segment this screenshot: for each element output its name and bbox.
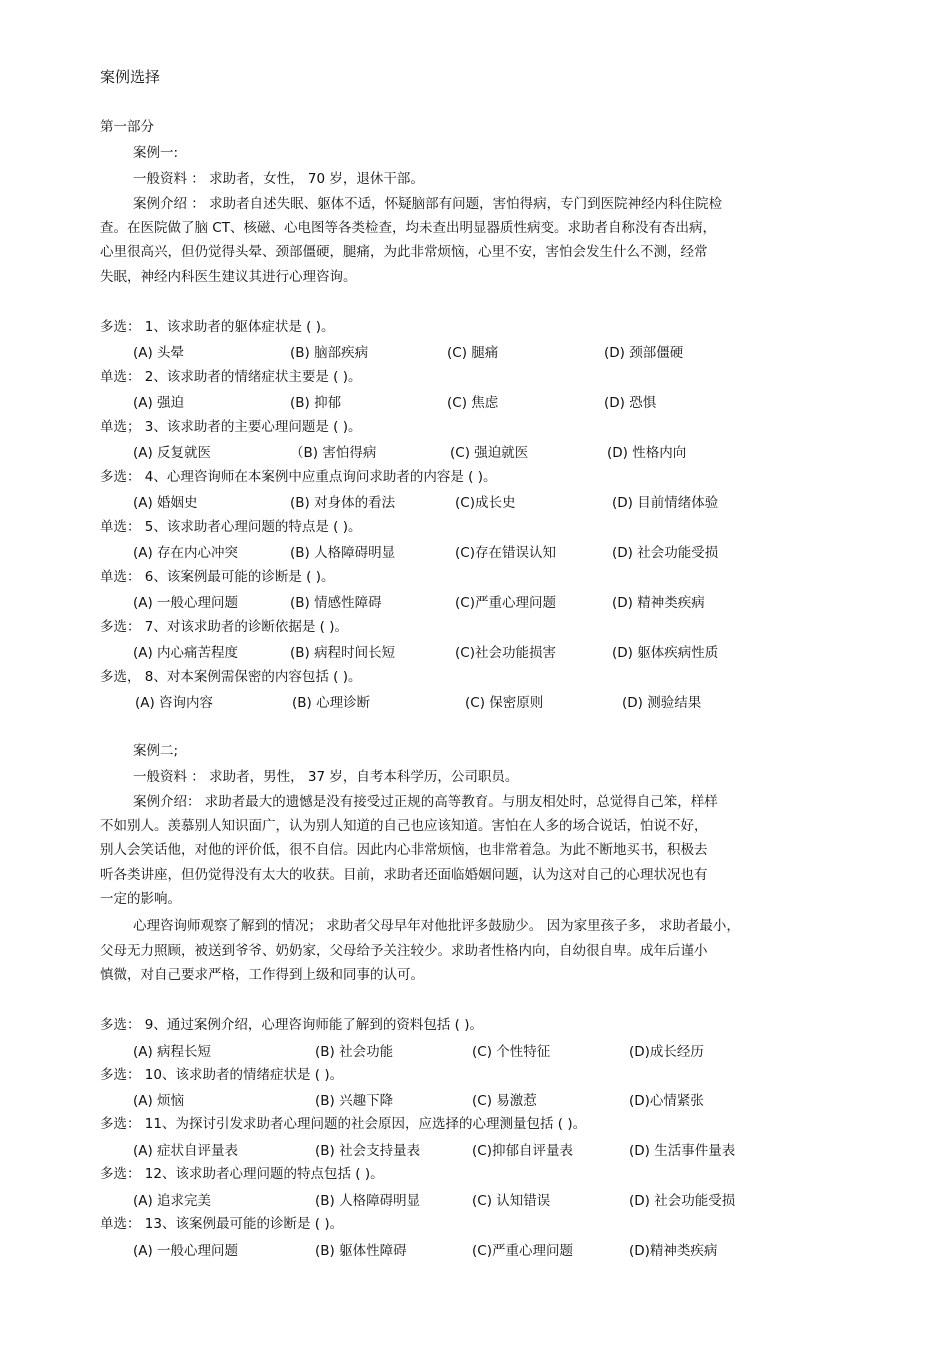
option-d: (D) 生活事件量表 [629, 1143, 736, 1159]
option-a: (A) 一般心理问题 [133, 595, 239, 611]
option-c: (C)严重心理问题 [455, 595, 556, 611]
question-9: 多选： 9、通过案例介绍，心理咨询师能了解到的资料包括 ( )。 [100, 1017, 483, 1033]
option-d: (D) 躯体疾病性质 [612, 645, 719, 661]
case2-intro-line: 一定的影响。 [100, 891, 181, 907]
option-c: (C) 保密原则 [465, 695, 544, 711]
option-d: (D) 社会功能受损 [612, 545, 719, 561]
case2-intro-line: 听各类讲座，但仍觉得没有太大的收获。目前，求助者还面临婚姻问题，认为这对自己的心理状况也有 [100, 867, 708, 883]
case2-intro-line: 案例介绍： 求助者最大的遗憾是没有接受过正规的高等教育。与朋友相处时，总觉得自己笨，样样 [133, 794, 718, 810]
question-12: 多选： 12、该求助者心理问题的特点包括 ( )。 [100, 1166, 384, 1182]
question-10: 多选： 10、该求助者的情绪症状是 ( )。 [100, 1067, 344, 1083]
option-a: (A) 症状自评量表 [133, 1143, 239, 1159]
option-c: (C) 认知错误 [472, 1193, 551, 1209]
option-a: (A) 病程长短 [133, 1044, 212, 1060]
option-b: (B) 情感性障碍 [290, 595, 382, 611]
option-b: (B) 人格障碍明显 [290, 545, 396, 561]
option-c: (C) 焦虑 [447, 395, 499, 411]
case1-general: 一般资料 ： 求助者，女性， 70 岁，退休干部。 [133, 171, 424, 187]
option-c: (C)社会功能损害 [455, 645, 556, 661]
option-d: (D)心情紧张 [629, 1093, 704, 1109]
case2-intro-line: 不如别人。羡慕别人知识面广，认为别人知道的自己也应该知道。害怕在人多的场合说话，怕说不好， [100, 818, 708, 834]
question-6: 单选： 6、该案例最可能的诊断是 ( )。 [100, 569, 335, 585]
option-d: (D) 社会功能受损 [629, 1193, 736, 1209]
question-1: 多选： 1、该求助者的躯体症状是 ( )。 [100, 319, 335, 335]
case1-heading: 案例一: [133, 145, 179, 161]
case1-intro-line: 心里很高兴，但仍觉得头晕、颈部僵硬，腿痛，为此非常烦恼，心里不安，害怕会发生什么不测，经常 [100, 244, 708, 260]
option-d: (D)成长经历 [629, 1044, 704, 1060]
option-b: (B) 抑郁 [290, 395, 342, 411]
option-d: (D) 测验结果 [622, 695, 702, 711]
option-a: (A) 追求完美 [133, 1193, 212, 1209]
question-5: 单选： 5、该求助者心理问题的特点是 ( )。 [100, 519, 362, 535]
option-c: (C)存在错误认知 [455, 545, 556, 561]
option-d: (D) 精神类疾病 [612, 595, 705, 611]
option-c: (C) 强迫就医 [450, 445, 529, 461]
document-title: 案例选择 [100, 68, 161, 86]
option-b: (B) 脑部疾病 [290, 345, 369, 361]
question-13: 单选： 13、该案例最可能的诊断是 ( )。 [100, 1216, 344, 1232]
case2-general: 一般资料 ： 求助者，男性， 37 岁，自考本科学历，公司职员。 [133, 769, 519, 785]
option-a: (A) 一般心理问题 [133, 1243, 239, 1259]
option-a: (A) 内心痛苦程度 [133, 645, 239, 661]
option-a: (A) 烦恼 [133, 1093, 185, 1109]
option-a: (A) 强迫 [133, 395, 185, 411]
question-7: 多选： 7、对该求助者的诊断依据是 ( )。 [100, 619, 348, 635]
option-b: (B) 病程时间长短 [290, 645, 396, 661]
option-c: (C) 个性特征 [472, 1044, 551, 1060]
case2-observe-line: 心理咨询师观察了解到的情况； 求助者父母早年对他批评多鼓励少。 因为家里孩子多， 求助者最小， [133, 918, 740, 934]
case1-intro-line: 查。在医院做了脑 CT、核磁、心电图等各类检查，均未查出明显器质性病变。求助者自称没有杏出病， [100, 220, 716, 236]
option-c: (C) 易激惹 [472, 1093, 537, 1109]
option-c: (C)成长史 [455, 495, 516, 511]
option-d: (D) 恐惧 [604, 395, 657, 411]
option-a: (A) 反复就医 [133, 445, 212, 461]
case2-heading: 案例二; [133, 743, 179, 759]
part-heading: 第一部分 [100, 119, 154, 135]
option-a: (A) 婚姻史 [133, 495, 198, 511]
question-3: 单选； 3、该求助者的主要心理问题是 ( )。 [100, 419, 362, 435]
option-d: (D) 性格内向 [607, 445, 687, 461]
option-b: (B) 心理诊断 [292, 695, 371, 711]
option-b: （B) 害怕得病 [290, 445, 377, 461]
option-b: (B) 躯体性障碍 [315, 1243, 407, 1259]
question-2: 单选： 2、该求助者的情绪症状主要是 ( )。 [100, 369, 362, 385]
question-8: 多选， 8、对本案例需保密的内容包括 ( )。 [100, 669, 362, 685]
option-b: (B) 对身体的看法 [290, 495, 396, 511]
option-d: (D) 目前情绪体验 [612, 495, 719, 511]
option-a: (A) 咨询内容 [135, 695, 214, 711]
option-b: (B) 社会支持量表 [315, 1143, 421, 1159]
option-c: (C)严重心理问题 [472, 1243, 573, 1259]
case2-observe-line: 慎微，对自己要求严格，工作得到上级和同事的认可。 [100, 967, 424, 983]
option-b: (B) 社会功能 [315, 1044, 394, 1060]
case2-observe-line: 父母无力照顾，被送到爷爷、奶奶家，父母给予关注较少。求助者性格内向，自幼很自卑。成年后谨小 [100, 943, 708, 959]
option-d: (D) 颈部僵硬 [604, 345, 684, 361]
option-c: (C)抑郁自评量表 [472, 1143, 573, 1159]
option-a: (A) 存在内心冲突 [133, 545, 239, 561]
case1-intro-line: 案例介绍 ： 求助者自述失眠、躯体不适，怀疑脑部有问题，害怕得病，专门到医院神经内科住院检 [133, 196, 723, 212]
option-b: (B) 兴趣下降 [315, 1093, 394, 1109]
option-c: (C) 腿痛 [447, 345, 499, 361]
option-a: (A) 头晕 [133, 345, 185, 361]
case1-intro-line: 失眠，神经内科医生建议其进行心理咨询。 [100, 269, 357, 285]
option-b: (B) 人格障碍明显 [315, 1193, 421, 1209]
case2-intro-line: 别人会笑话他，对他的评价低，很不自信。因此内心非常烦恼，也非常着急。为此不断地买书，积极去 [100, 842, 708, 858]
question-11: 多选： 11、为探讨引发求助者心理问题的社会原因，应选择的心理测量包括 ( )。 [100, 1116, 587, 1132]
option-d: (D)精神类疾病 [629, 1243, 718, 1259]
question-4: 多选： 4、心理咨询师在本案例中应重点询问求助者的内容是 ( )。 [100, 469, 497, 485]
